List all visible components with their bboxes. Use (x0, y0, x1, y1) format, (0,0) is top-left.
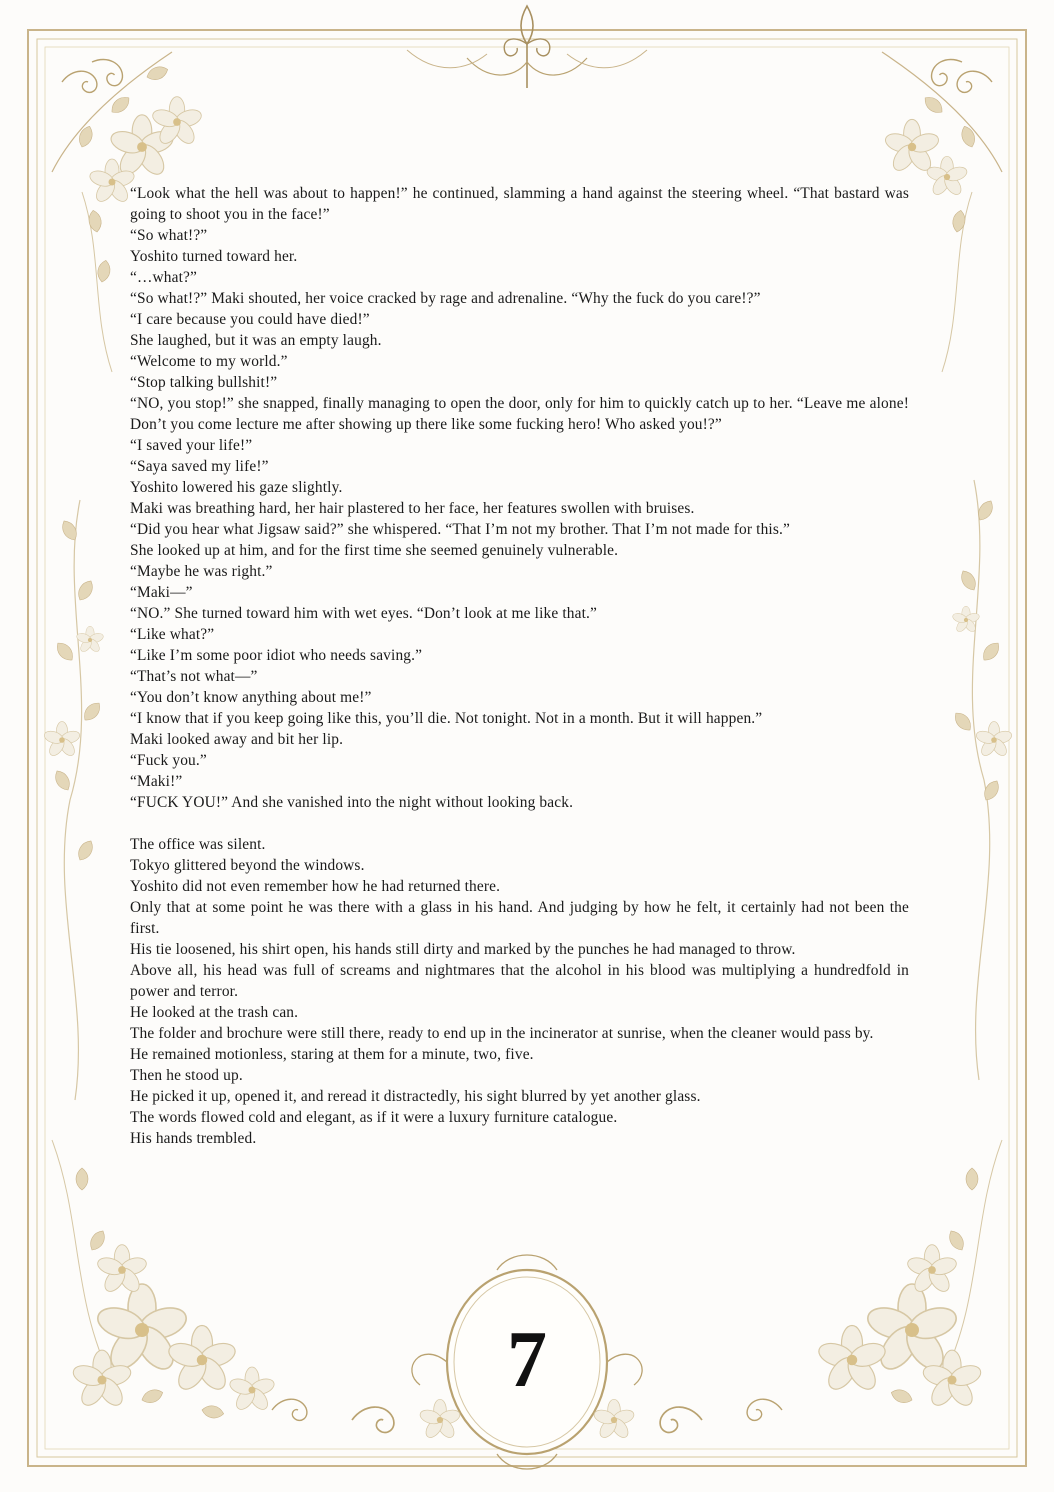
paragraph: “So what!?” Maki shouted, her voice cracked by rage and adrenaline. “Why the fuck do you care!?” (130, 290, 761, 307)
paragraph: “Saya saved my life!” (130, 458, 269, 475)
paragraph: Tokyo glittered beyond the windows. (130, 857, 365, 874)
paragraph: “NO.” She turned toward him with wet eyes. “Don’t look at me like that.” (130, 605, 597, 622)
paragraph: She looked up at him, and for the first time she seemed genuinely vulnerable. (130, 542, 619, 559)
paragraph: She laughed, but it was an empty laugh. (130, 332, 382, 349)
paragraph: His hands trembled. (130, 1130, 257, 1147)
paragraph: “I know that if you keep going like this, you’ll die. Not tonight. Not in a month. But it will happen.” (130, 710, 763, 727)
paragraph: “Did you hear what Jigsaw said?” she whispered. “That I’m not my brother. That I’m not made for this.” (130, 521, 790, 538)
story-text (130, 183, 909, 1149)
paragraph: He looked at the trash can. (130, 1004, 299, 1021)
paragraph: “Fuck you.” (130, 752, 207, 769)
paragraph: “You don’t know anything about me!” (130, 689, 372, 706)
section-break (130, 813, 909, 834)
story-section-2 (130, 834, 909, 1149)
paragraph: “Maybe he was right.” (130, 563, 273, 580)
page-number: 7 (507, 1315, 547, 1404)
paragraph: “I care because you could have died!” (130, 311, 370, 328)
paragraph: “Welcome to my world.” (130, 353, 288, 370)
paragraph: Only that at some point he was there with a glass in his hand. And judging by how he felt, it certainly had not been the first. (130, 899, 909, 937)
paragraph: The office was silent. (130, 836, 266, 853)
paragraph: Yoshito did not even remember how he had returned there. (130, 878, 501, 895)
story-section-1 (130, 183, 909, 813)
paragraph: “…what?” (130, 269, 198, 286)
paragraph: “Stop talking bullshit!” (130, 374, 278, 391)
paragraph: Maki looked away and bit her lip. (130, 731, 344, 748)
paragraph: “Maki!” (130, 773, 183, 790)
paragraph: “I saved your life!” (130, 437, 253, 454)
paragraph: He picked it up, opened it, and reread it distractedly, his sight blurred by yet another glass. (130, 1088, 701, 1105)
paragraph: Then he stood up. (130, 1067, 243, 1084)
paragraph: “Look what the hell was about to happen!” he continued, slamming a hand against the steering wheel. “That bastard was going to shoot you in the face!” (130, 185, 909, 223)
paragraph: Yoshito lowered his gaze slightly. (130, 479, 343, 496)
paragraph: Yoshito turned toward her. (130, 248, 298, 265)
paragraph: “Like I’m some poor idiot who needs saving.” (130, 647, 423, 664)
paragraph: He remained motionless, staring at them for a minute, two, five. (130, 1046, 534, 1063)
paragraph: “Maki—” (130, 584, 193, 601)
paragraph: “So what!?” (130, 227, 208, 244)
paragraph: The folder and brochure were still there, ready to end up in the incinerator at sunrise, when the cleaner would pass by. (130, 1025, 874, 1042)
paragraph: The words flowed cold and elegant, as if it were a luxury furniture catalogue. (130, 1109, 618, 1126)
paragraph: “That’s not what—” (130, 668, 258, 685)
paragraph: “NO, you stop!” she snapped, finally managing to open the door, only for him to quickly catch up to her. “Leave me alone! Don’t you come lecture me after showing up there like some fucking hero! Who asked you!?” (130, 395, 909, 433)
paragraph: “Like what?” (130, 626, 215, 643)
paragraph: Maki was breathing hard, her hair plastered to her face, her features swollen with bruises. (130, 500, 695, 517)
paragraph: “FUCK YOU!” And she vanished into the night without looking back. (130, 794, 574, 811)
paragraph: Above all, his head was full of screams and nightmares that the alcohol in his blood was multiplying a hundredfold in power and terror. (130, 962, 909, 1000)
leaf-vine-icon (43, 500, 105, 1100)
paragraph: His tie loosened, his shirt open, his hands still dirty and marked by the punches he had managed to throw. (130, 941, 796, 958)
